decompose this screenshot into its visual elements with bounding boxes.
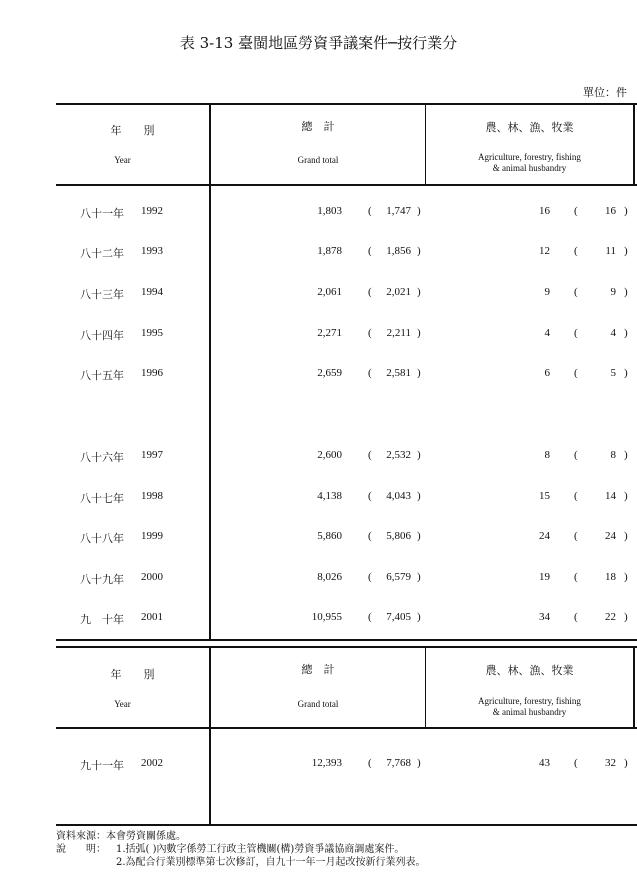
row-agri: 34 [539, 611, 550, 623]
row-agri: 43 [539, 757, 550, 769]
row-agri-paren-value: 24 [605, 530, 616, 542]
row-agri-paren-close: ) [624, 367, 628, 379]
row-agri-paren-open: ( [574, 530, 578, 542]
row-agri-paren-close: ) [624, 757, 628, 769]
row-agri: 4 [544, 327, 550, 339]
row-agri-paren-value: 9 [610, 286, 616, 298]
row-total: 4,138 [317, 490, 342, 502]
row-year-zh: 八十六年 [80, 451, 124, 464]
row-agri: 9 [544, 286, 550, 298]
section-divider-bottom [56, 646, 637, 648]
header2-total-zh: 總 計 [301, 663, 335, 676]
row-agri-paren-value: 22 [605, 611, 616, 623]
row-agri: 15 [539, 490, 550, 502]
row-agri-paren-close: ) [624, 571, 628, 583]
row-total-paren-close: ) [417, 245, 421, 257]
row-total-paren-value: 7,768 [386, 757, 411, 769]
row-year-zh: 九 十年 [80, 613, 124, 626]
table-title: 表 3-13 臺閩地區勞資爭議案件─按行業分 [179, 34, 458, 52]
row-total-paren-value: 7,405 [386, 611, 411, 623]
row-total-paren-open: ( [368, 286, 372, 298]
row-year-zh: 八十四年 [80, 329, 124, 342]
row-agri-paren-close: ) [624, 611, 628, 623]
header2-year-zh: 年 別 [110, 668, 155, 681]
row-total-paren-close: ) [417, 490, 421, 502]
row-total-paren-close: ) [417, 286, 421, 298]
row-agri-paren-close: ) [624, 205, 628, 217]
row-total-paren-open: ( [368, 757, 372, 769]
row-total-paren-close: ) [417, 611, 421, 623]
row-agri-paren-open: ( [574, 367, 578, 379]
row-agri: 12 [539, 245, 550, 257]
header-year-en: Year [114, 155, 131, 165]
table-bottom-border [56, 824, 637, 826]
row-year: 1993 [141, 245, 163, 257]
row-total: 2,600 [317, 449, 342, 461]
row-year-zh: 八十八年 [80, 532, 124, 545]
header-agri-zh: 農、林、漁、牧業 [485, 121, 574, 134]
row-total: 12,393 [311, 757, 342, 769]
row-total-paren-open: ( [368, 245, 372, 257]
row-agri-paren-value: 18 [605, 571, 616, 583]
row-total-paren-open: ( [368, 449, 372, 461]
note-source: 資料來源：本會勞資關係處。 [56, 831, 186, 842]
row-total-paren-value: 2,211 [386, 327, 411, 339]
unit-label: 單位：件 [583, 86, 627, 99]
row-total-paren-close: ) [417, 327, 421, 339]
note-line2: 2.為配合行業別標準第七次修訂，自九十一年一月起改按新行業列表。 [116, 857, 426, 868]
row-year: 2002 [141, 757, 163, 769]
row-total-paren-value: 5,806 [386, 530, 411, 542]
row-agri-paren-value: 14 [605, 490, 616, 502]
row-agri-paren-open: ( [574, 611, 578, 623]
row-year-zh: 八十二年 [80, 247, 124, 260]
row-total-paren-open: ( [368, 205, 372, 217]
row-total-paren-open: ( [368, 327, 372, 339]
row-agri-paren-value: 32 [605, 757, 616, 769]
row-total: 1,803 [317, 205, 342, 217]
row-year: 1996 [141, 367, 163, 379]
table-top-border [56, 103, 637, 105]
row-agri: 19 [539, 571, 550, 583]
row-total-paren-open: ( [368, 611, 372, 623]
header2-bottom-border [56, 727, 637, 729]
row-year: 2000 [141, 571, 163, 583]
header-agri-en-1: Agriculture, forestry, fishing [478, 152, 581, 162]
row-agri: 6 [544, 367, 550, 379]
row-total-paren-value: 2,581 [386, 367, 411, 379]
row-year: 1997 [141, 449, 163, 461]
row-total-paren-value: 1,856 [386, 245, 411, 257]
row-year: 1992 [141, 205, 163, 217]
row-year: 1998 [141, 490, 163, 502]
row-year-zh: 九十一年 [80, 759, 124, 772]
row-total-paren-close: ) [417, 571, 421, 583]
row-total-paren-close: ) [417, 757, 421, 769]
row-total-paren-value: 6,579 [386, 571, 411, 583]
row-total: 2,659 [317, 367, 342, 379]
row-total-paren-close: ) [417, 449, 421, 461]
row-total: 10,955 [311, 611, 342, 623]
row-agri: 16 [539, 205, 550, 217]
row-agri-paren-close: ) [624, 286, 628, 298]
row-total-paren-close: ) [417, 367, 421, 379]
header-year-zh: 年 別 [110, 124, 155, 137]
row-year-zh: 八十一年 [80, 207, 124, 220]
row-agri-paren-open: ( [574, 327, 578, 339]
header2-agri-en-2: & animal husbandry [492, 707, 567, 717]
row-total: 1,878 [317, 245, 342, 257]
header2-agri-en-1: Agriculture, forestry, fishing [478, 696, 581, 706]
row-agri-paren-open: ( [574, 245, 578, 257]
row-year: 1999 [141, 530, 163, 542]
row-agri-paren-value: 4 [610, 327, 616, 339]
row-total-paren-value: 2,532 [386, 449, 411, 461]
row-total-paren-value: 2,021 [386, 286, 411, 298]
row-agri-paren-value: 8 [610, 449, 616, 461]
row-total-paren-close: ) [417, 205, 421, 217]
note-line1: 1.括弧( )內數字係勞工行政主管機關(構)勞資爭議協商調處案件。 [116, 844, 405, 855]
header-total-en: Grand total [297, 155, 339, 165]
row-year-zh: 八十三年 [80, 288, 124, 301]
row-total-paren-value: 1,747 [386, 205, 411, 217]
right-border [633, 104, 635, 185]
row-total-paren-open: ( [368, 530, 372, 542]
row-agri-paren-open: ( [574, 571, 578, 583]
row-agri-paren-value: 5 [610, 367, 616, 379]
row-year: 1995 [141, 327, 163, 339]
row-year-zh: 八十七年 [80, 492, 124, 505]
row-agri-paren-close: ) [624, 245, 628, 257]
row-agri-paren-value: 11 [605, 245, 616, 257]
row-agri-paren-close: ) [624, 530, 628, 542]
row-agri-paren-open: ( [574, 205, 578, 217]
header-agri-en-2: & animal husbandry [492, 163, 567, 173]
row-agri-paren-close: ) [624, 490, 628, 502]
row-total-paren-open: ( [368, 490, 372, 502]
note-label: 說 明： [56, 844, 106, 855]
row-year: 1994 [141, 286, 163, 298]
row-agri: 8 [544, 449, 550, 461]
row-total: 2,271 [317, 327, 342, 339]
row-agri-paren-value: 16 [605, 205, 616, 217]
row-total-paren-open: ( [368, 571, 372, 583]
row-total-paren-value: 4,043 [386, 490, 411, 502]
section-divider-top [56, 639, 637, 641]
header-bottom-border [56, 184, 637, 186]
row-agri-paren-open: ( [574, 490, 578, 502]
row-agri-paren-close: ) [624, 327, 628, 339]
row-agri-paren-close: ) [624, 449, 628, 461]
row-total-paren-open: ( [368, 367, 372, 379]
row-total: 5,860 [317, 530, 342, 542]
header2-year-en: Year [114, 699, 131, 709]
row-total: 2,061 [317, 286, 342, 298]
row-agri: 24 [539, 530, 550, 542]
header-total-zh: 總 計 [301, 120, 335, 133]
row-agri-paren-open: ( [574, 757, 578, 769]
col-divider-1 [209, 104, 211, 640]
right-border-lower [633, 647, 635, 728]
row-agri-paren-open: ( [574, 449, 578, 461]
header2-total-en: Grand total [297, 699, 339, 709]
row-agri-paren-open: ( [574, 286, 578, 298]
row-year-zh: 八十九年 [80, 573, 124, 586]
row-year-zh: 八十五年 [80, 369, 124, 382]
header2-agri-zh: 農、林、漁、牧業 [485, 664, 574, 677]
row-total: 8,026 [317, 571, 342, 583]
row-total-paren-close: ) [417, 530, 421, 542]
row-year: 2001 [141, 611, 163, 623]
